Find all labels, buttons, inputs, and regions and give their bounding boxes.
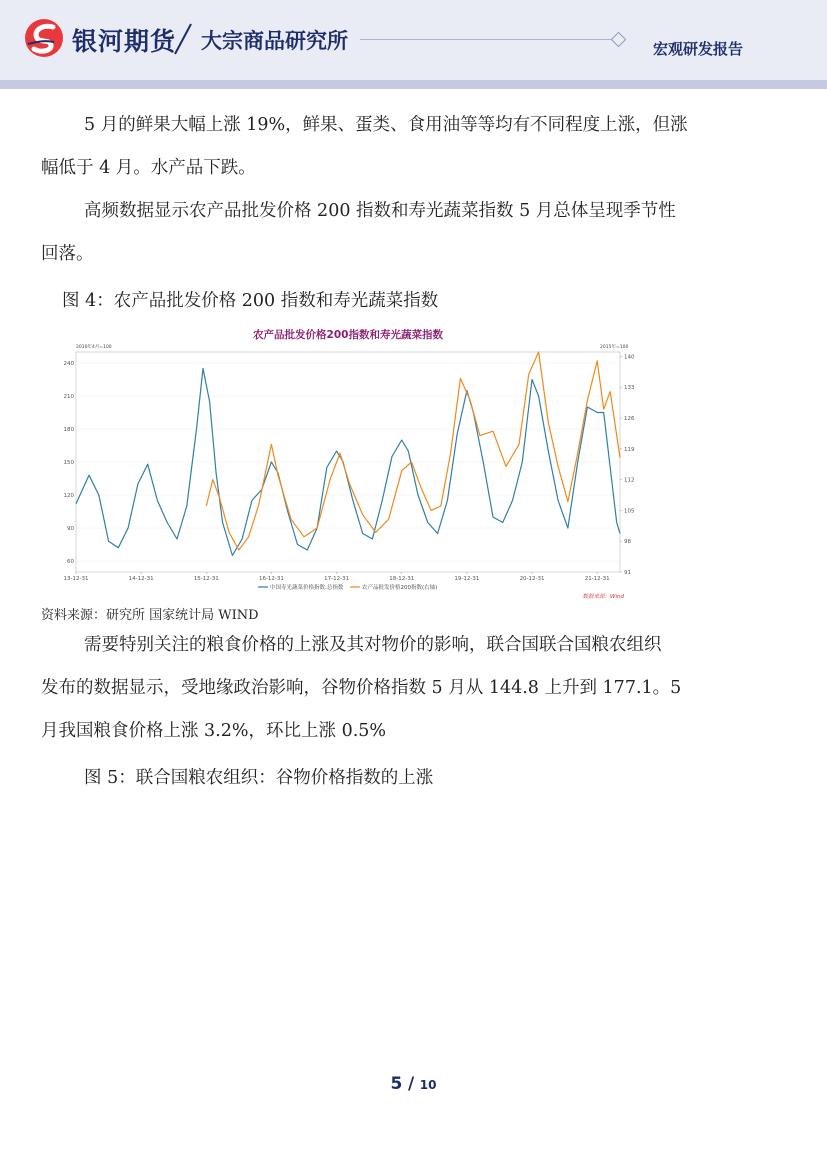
right-tick-label: 140 bbox=[624, 354, 635, 361]
figure-5-caption: 图 5：联合国粮农组织：谷物价格指数的上涨 bbox=[84, 768, 434, 788]
left-tick-label: 180 bbox=[63, 427, 74, 433]
x-tick-label: 13-12-31 bbox=[63, 576, 89, 582]
paragraph-line: 需要特别关注的粮食价格的上涨及其对物价的影响，联合国联合国粮农组织 bbox=[84, 635, 662, 655]
right-tick-label: 105 bbox=[624, 508, 635, 515]
right-tick-label: 126 bbox=[624, 416, 635, 422]
x-tick-label: 16-12-31 bbox=[258, 576, 284, 582]
paragraph-wholesale-index bbox=[41, 190, 781, 276]
header-deco-line bbox=[360, 39, 615, 40]
left-tick-label: 210 bbox=[63, 394, 74, 400]
x-tick-label: 21-12-31 bbox=[584, 576, 610, 582]
chart-source-note: 数据来源：Wind bbox=[582, 594, 624, 600]
paragraph-line: 发布的数据显示，受地缘政治影响，谷物价格指数 5 月从 144.8 上升到 177.1。5 bbox=[41, 678, 682, 698]
left-tick-label: 240 bbox=[63, 361, 74, 367]
left-axis-label: 2010年4月=100 bbox=[76, 345, 112, 350]
right-axis-label: 2015年=100 bbox=[600, 345, 629, 350]
paragraph-grain-prices bbox=[41, 624, 781, 753]
header-deco-diamond bbox=[611, 32, 627, 48]
page-separator: / bbox=[407, 1074, 415, 1094]
paragraph-line: 5 月的鲜果大幅上涨 19%，鲜果、蛋类、食用油等等均有不同程度上涨，但涨 bbox=[84, 115, 688, 135]
series-line-2 bbox=[206, 352, 620, 550]
page-header bbox=[0, 0, 827, 80]
header-underline-bar bbox=[0, 80, 827, 89]
left-tick-label: 60 bbox=[67, 559, 74, 565]
chart-title: 农产品批发价格200指数和寿光蔬菜指数 bbox=[253, 329, 443, 341]
report-type-label: 宏观研发报告 bbox=[653, 40, 744, 58]
figure-source: 资料来源：研究所 国家统计局 WIND bbox=[41, 608, 259, 623]
paragraph-line: 高频数据显示农产品批发价格 200 指数和寿光蔬菜指数 5 月总体呈现季节性 bbox=[84, 201, 676, 221]
x-tick-label: 15-12-31 bbox=[193, 576, 219, 582]
right-tick-label: 133 bbox=[624, 385, 635, 392]
brand-name: 银河期货 bbox=[72, 27, 177, 56]
left-tick-label: 120 bbox=[63, 493, 74, 499]
current-page: 5 bbox=[390, 1074, 403, 1094]
institute-name: 大宗商品研究所 bbox=[201, 29, 348, 53]
wholesale-price-chart bbox=[62, 322, 637, 602]
right-tick-label: 98 bbox=[624, 539, 631, 546]
legend-label-series1: 中国寿光蔬菜价格指数:总指数 bbox=[270, 585, 344, 591]
paragraph-line: 月我国粮食价格上涨 3.2%，环比上涨 0.5% bbox=[41, 721, 387, 741]
total-pages: 10 bbox=[419, 1078, 437, 1092]
galaxy-logo-icon bbox=[24, 18, 64, 58]
paragraph-fresh-fruit bbox=[41, 104, 781, 190]
x-tick-label: 14-12-31 bbox=[128, 576, 154, 582]
left-tick-label: 90 bbox=[67, 526, 74, 532]
legend-label-series2: 农产品批发价格200指数(右轴) bbox=[362, 585, 438, 591]
paragraph-line: 幅低于 4 月。水产品下跌。 bbox=[41, 158, 256, 178]
right-tick-label: 91 bbox=[624, 570, 631, 576]
chart-legend bbox=[258, 583, 437, 591]
header-divider bbox=[172, 22, 194, 56]
x-tick-label: 18-12-31 bbox=[389, 576, 415, 582]
x-tick-label: 17-12-31 bbox=[324, 576, 350, 582]
left-tick-label: 150 bbox=[63, 460, 74, 466]
paragraph-line: 回落。 bbox=[41, 244, 94, 264]
x-tick-label: 20-12-31 bbox=[519, 576, 545, 582]
page-number bbox=[0, 1074, 827, 1094]
x-tick-label: 19-12-31 bbox=[454, 576, 480, 582]
right-tick-label: 119 bbox=[624, 446, 635, 453]
right-tick-label: 112 bbox=[624, 477, 635, 484]
figure-4-caption: 图 4：农产品批发价格 200 指数和寿光蔬菜指数 bbox=[62, 291, 439, 311]
